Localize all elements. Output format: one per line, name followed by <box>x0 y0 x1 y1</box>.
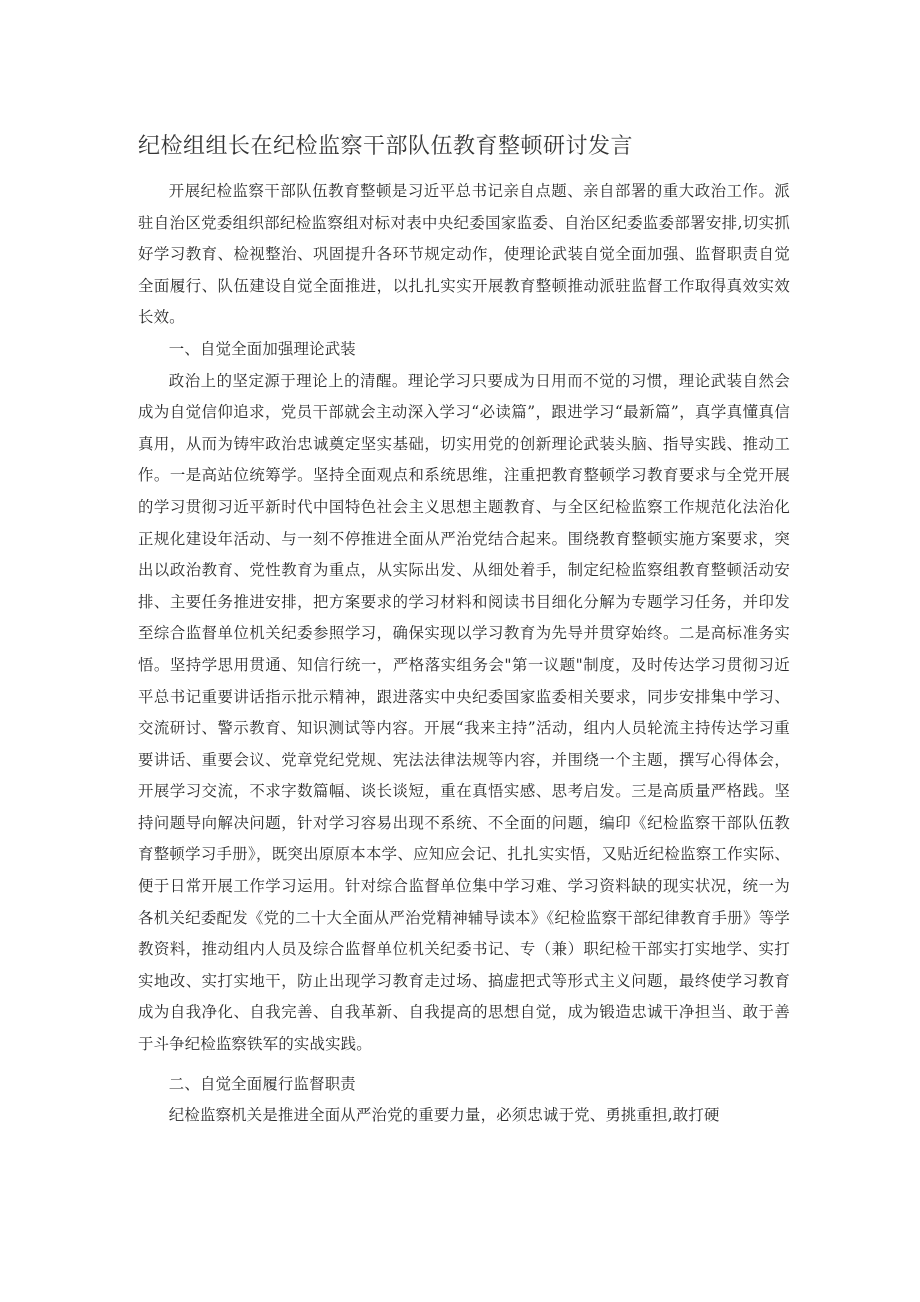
section-1-heading: 一、自觉全面加强理论武装 <box>168 339 356 358</box>
section-2-heading: 二、自觉全面履行监督职责 <box>168 1074 356 1093</box>
keyword-first: 一是高站位统筹学。 <box>169 466 314 485</box>
section-1-text-d: 坚持问题导向解决问题，针对学习容易出现不系统、不全面的问题，编印《纪检监察干部队伍教育整顿学习手册》，既突出原原本本学、应知应会记、扎扎实实悟，又贴近纪检监察工作实际、便于日常开展工作学习运用。针对综合监督单位集中学习难、学习资料缺的现实状况，统一为各机关纪委配发《党的二十大全面从严治党精神辅导读本》《纪检监察干部纪律教育手册》等学教资料，推动组内人员及综合监督单位机关纪委书记、专（兼）职纪检干部实打实地学、实打实地改、实打实地干，防止出现学习教育走过场、搞虚把式等形式主义问题，最终使学习教育成为自我净化、自我完善、自我革新、自我提高的思想自觉，成为锻造忠诚干净担当、敢于善于斗争纪检监察铁军的实战实践。 <box>138 782 790 1054</box>
document-body <box>138 176 790 1132</box>
intro-paragraph: 开展纪检监察干部队伍教育整顿是习近平总书记亲自点题、亲自部署的重大政治工作。派驻自治区党委组织部纪检监察组对标对表中央纪委国家监委、自治区纪委监委部署安排,切实抓好学习教育、检视整治、巩固提升各环节规定动作，使理论武装自觉全面加强、监督职责自觉全面履行、队伍建设自觉全面推进，以扎扎实实开展教育整顿推动派驻监督工作取得真效实效长效。 <box>138 182 790 327</box>
section-1-paragraph <box>138 366 790 1061</box>
keyword-second: 二是高标准务实悟。 <box>138 624 790 674</box>
keyword-third: 三是高质量严格践。 <box>631 782 775 801</box>
section-1-text-b: 坚持全面观点和系统思维，注重把教育整顿学习教育要求与全党开展的学习贯彻习近平新时代中国特色社会主义思想主题教育、与全区纪检监察工作规范化法治化正规化建设年活动、与一刻不停推进全面从严治党结合起来。围绕教育整顿实施方案要求，突出以政治教育、党性教育为重点，从实际出发、从细处着手，制定纪检监察组教育整顿活动安排、主要任务推进安排，把方案要求的学习材料和阅读书目细化分解为专题学习任务，并印发至综合监督单位机关纪委参照学习，确保实现以学习教育为先导并贯穿始终。 <box>138 466 790 643</box>
section-1-text-a: 政治上的坚定源于理论上的清醒。理论学习只要成为日用而不觉的习惯，理论武装自然会成为自觉信仰追求，党员干部就会主动深入学习“必读篇”，跟进学习“最新篇”，真学真懂真信真用，从而为铸牢政治忠诚奠定坚实基础，切实用党的创新理论武装头脑、指导实践、推动工作。 <box>138 371 790 485</box>
document-title: 纪检组组长在纪检监察干部队伍教育整顿研讨发言 <box>138 134 634 159</box>
section-2-paragraph: 纪检监察机关是推进全面从严治党的重要力量，必须忠诚于党、勇挑重担,敢打硬 <box>168 1106 720 1125</box>
section-1-text-c: 坚持学思用贯通、知信行统一，严格落实组务会"第一议题"制度，及时传达学习贯彻习近平总书记重要讲话指示批示精神，跟进落实中央纪委国家监委相关要求，同步安排集中学习、交流研讨、警示教育、知识测试等内容。开展“我来主持”活动，组内人员轮流主持传达学习重要讲话、重要会议、党章党纪党规、宪法法律法规等内容，并围绕一个主题，撰写心得体会，开展学习交流，不求字数篇幅、谈长谈短，重在真悟实感、思考启发。 <box>138 655 790 801</box>
